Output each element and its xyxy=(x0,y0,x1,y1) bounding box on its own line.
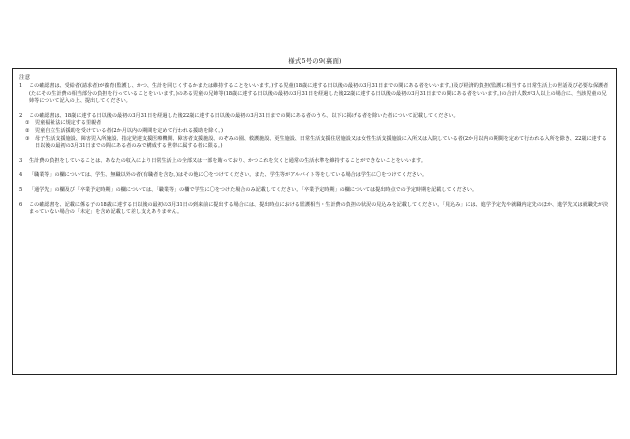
note-2 xyxy=(19,113,610,121)
note-text: 生計費の負担をしていることは、あなたの収入により日常生活上の全部又は一部を賄っており、かつこれを欠くと通常の生活水準を維持することができないことをいいます。 xyxy=(29,157,426,164)
sub-number: ③ xyxy=(25,135,30,142)
sub-text: 母子生活支援施設、障害児入所施設、指定発達支援医療機関、障害者支援施設、のぞみの園、救護施設、更生施設、日常生活支援住居施設又は女性生活支援施設に入所又は入院している者(2か月以内の期間を定めて行われる入所を除き、22歳に達する日以後の最初の3月31日までの間にある者のみで構成する世帯に属する者に限る。) xyxy=(35,135,607,150)
note-6 xyxy=(19,202,610,217)
sub-number: ① xyxy=(25,120,30,127)
sub-text: 児童福祉法に規定する里親者 xyxy=(35,120,102,127)
note-2-sub-2 xyxy=(19,128,610,136)
notes-box xyxy=(12,68,617,375)
note-text: この確認書を、記載に係る子の18歳に達する日以後の最初の3月31日の到来前に提出する場合には、提出時点における監護相当・生計費の負担の状況の見込みを記載してください。「見込み」には、進学予定先や就職内定先のほか、進学先又は就職先が決まっていない場合の「未定」を含め記載して差し支えありません。 xyxy=(29,201,609,216)
note-number: 3 xyxy=(19,157,23,164)
note-number: 5 xyxy=(19,186,23,193)
note-text: 「通学先」の欄及び「卒業予定時期」の欄については、「職業等」の欄で学生に〇をつけた場合のみ記載してください。「卒業予定時期」の欄については提出時点での予定時期を記載してください。 xyxy=(29,186,478,193)
note-number: 2 xyxy=(19,112,23,119)
note-4 xyxy=(19,172,610,180)
note-3 xyxy=(19,158,610,166)
sub-text: 児童自立生活援助を受けている者(2か月以内の期間を定めて行われる援助を除く。) xyxy=(35,127,223,134)
note-text: この確認書は、18歳に達する日以後の最初の3月31日を経過した後22歳に達する日以後の最初の3月31日までの間にある者のうち、以下に掲げる者を除いた者について記載してください。 xyxy=(29,112,459,119)
sub-number: ② xyxy=(25,127,30,134)
note-1 xyxy=(19,83,610,106)
form-title: 様式5号の9(裏面) xyxy=(288,57,342,65)
note-number: 1 xyxy=(19,83,23,89)
note-number: 4 xyxy=(19,172,23,179)
notes-heading: 注意 xyxy=(19,75,31,81)
note-5 xyxy=(19,187,610,195)
note-number: 6 xyxy=(19,201,23,208)
note-2-sub-3 xyxy=(19,136,610,151)
note-text: 「職業等」の欄については、学生、無職以外の者(有職者を含む。)はその他に〇をつけてください。また、学生等がアルバイト等をしている場合は学生に〇をつけてください。 xyxy=(29,172,428,179)
note-2-sub-1 xyxy=(19,120,610,128)
note-text: この確認書は、受給者(請求者)が養育(監護し、かつ、生計を同じくするかまたは維持することをいいます。)する児童(18歳に達する日以後の最初の3月31日までの間にある者をいいます。)及び経済的負担(監護に相当する日常生活上の世話及び必要な保護者(たにその生計費の相当部分の負担を行っていることをいいます。)のある児童の兄姉等(18歳に達する日以後の最初の3月31日を経過した後22歳に達する日以後の最初の3月31日までの間にある者をいいます。)の合計人数が3人以上の場合に、当該児童の兄姉等について記入の上、提出してください。 xyxy=(29,83,609,105)
